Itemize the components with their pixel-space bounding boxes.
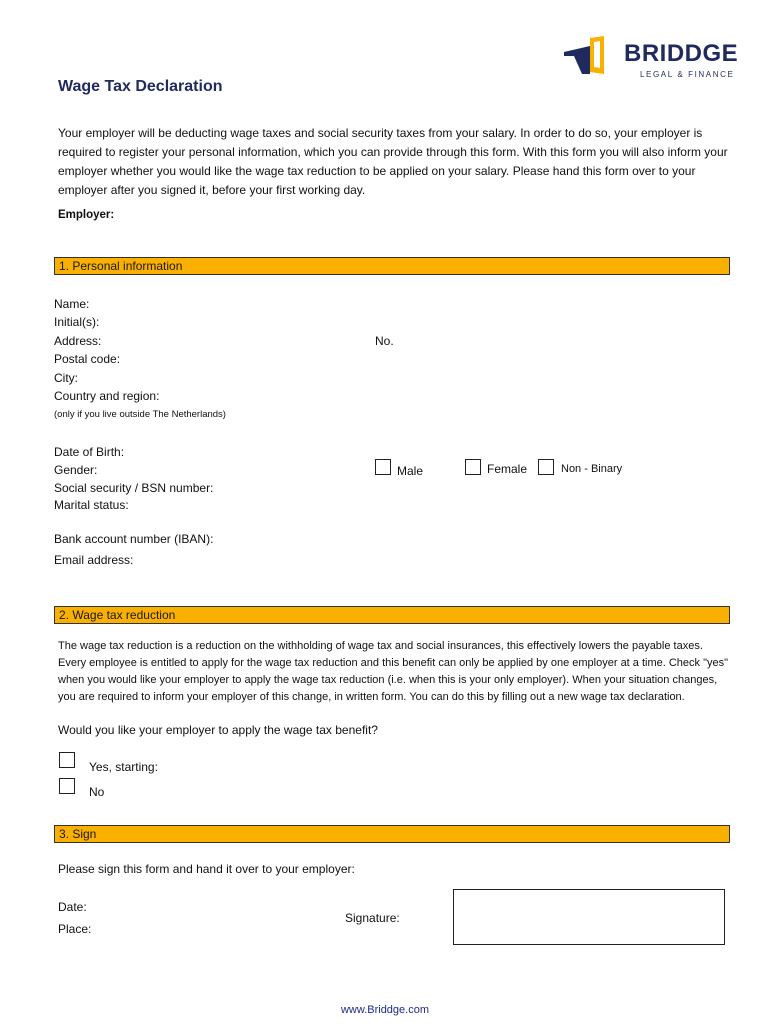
signature-box[interactable] (453, 889, 725, 945)
wage-tax-paragraph: The wage tax reduction is a reduction on the withholding of wage tax and social insurances, this effectively lowers the payable taxes. Every employee is entitled to apply for the wage tax reduction and this benefit can only be applied by one employer at a time. Check "yes" when you would like your employer to apply the wage tax reduction (i.e. when this is your only employer). When your situation changes, you are required to inform your employer of this change, in written form. You can do this by filling out a new wage tax declaration. (58, 640, 729, 703)
gender-female-checkbox[interactable] (465, 459, 481, 475)
signature-label: Signature: (345, 911, 400, 925)
section-personal-information: 1. Personal information (54, 257, 730, 275)
initials-label: Initial(s): (54, 315, 100, 329)
place-label: Place: (58, 922, 92, 936)
city-label: City: (54, 371, 78, 385)
country-label: Country and region: (54, 389, 160, 403)
email-label: Email address: (54, 553, 134, 567)
gender-label: Gender: (54, 463, 98, 477)
section-sign: 3. Sign (54, 825, 730, 843)
section-wage-tax-reduction: 2. Wage tax reduction (54, 606, 730, 624)
briddge-logo (560, 34, 740, 84)
wage-tax-yes-label: Yes, starting: (89, 760, 158, 774)
ssn-label: Social security / BSN number: (54, 481, 214, 495)
country-note: (only if you live outside The Netherlands) (54, 409, 226, 420)
house-number-label: No. (375, 334, 394, 348)
logo-wordmark: BRIDDGE (624, 40, 739, 67)
address-label: Address: (54, 334, 102, 348)
gender-male-checkbox[interactable] (375, 459, 391, 475)
gender-female-label: Female (487, 462, 528, 476)
wage-tax-no-label: No (89, 785, 105, 799)
wage-tax-question: Would you like your employer to apply the wage tax benefit? (58, 723, 378, 737)
dob-label: Date of Birth: (54, 445, 125, 459)
sign-instruction: Please sign this form and hand it over to your employer: (58, 862, 355, 876)
date-label: Date: (58, 900, 87, 914)
employer-label: Employer: (58, 209, 115, 221)
logo-tagline: LEGAL & FINANCE (640, 70, 735, 79)
intro-text: Your employer will be deducting wage taxes and social security taxes from your salary. In order to do so, your employer is required to register your personal information, which you can provide through this form. With this form you will also inform your employer whether you would like the wage tax reduction to be applied on your salary. Please hand this form over to your employer after you signed it, before your first working day. (58, 126, 728, 197)
gender-male-label: Male (397, 464, 424, 478)
marital-status-label: Marital status: (54, 498, 129, 512)
postal-code-label: Postal code: (54, 352, 121, 366)
bridge-logo-icon (560, 34, 620, 80)
wage-tax-yes-checkbox[interactable] (59, 752, 75, 768)
iban-label: Bank account number (IBAN): (54, 532, 214, 546)
gender-non-binary-label: Non - Binary (561, 463, 623, 475)
name-label: Name: (54, 297, 90, 311)
wage-tax-no-checkbox[interactable] (59, 778, 75, 794)
gender-non-binary-checkbox[interactable] (538, 459, 554, 475)
footer-website-link[interactable]: www.Briddge.com (340, 1004, 430, 1016)
page-title: Wage Tax Declaration (58, 78, 223, 95)
